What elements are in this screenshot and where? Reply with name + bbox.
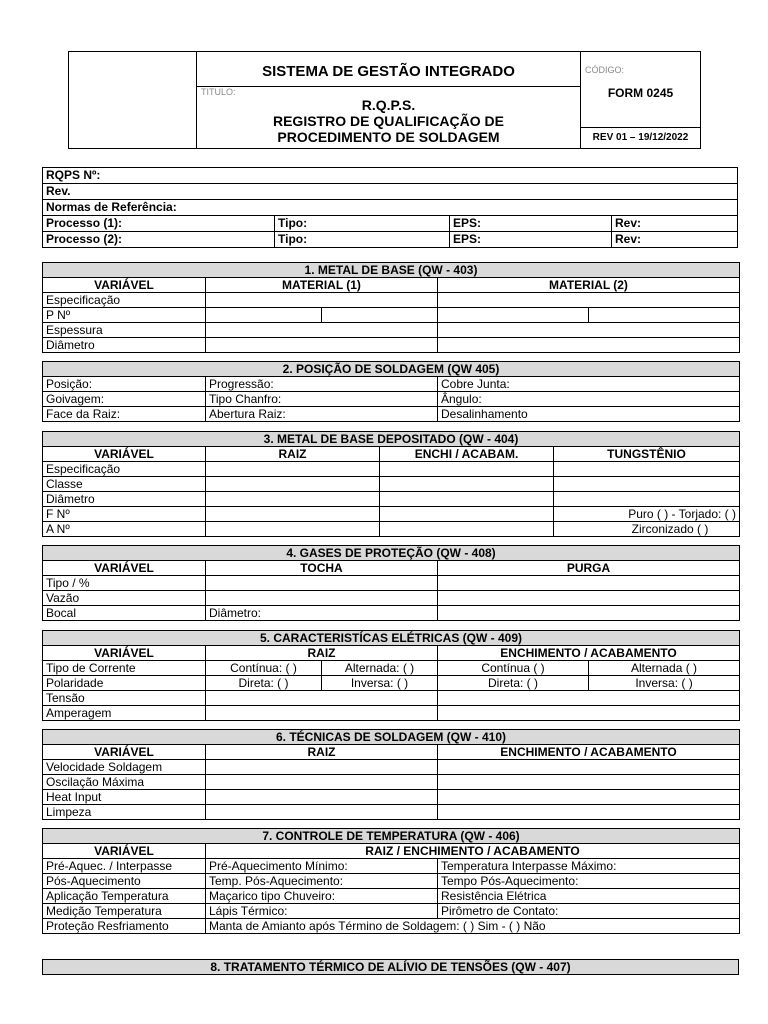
col-header-variavel: VARIÁVEL (43, 278, 206, 293)
input-cell[interactable] (438, 576, 740, 591)
row-label: Bocal (43, 606, 206, 621)
input-cell[interactable] (380, 492, 554, 507)
continua-ench-checkbox[interactable]: Contínua ( ) (438, 661, 589, 676)
section-title: 4. GASES DE PROTEÇÃO (QW - 408) (43, 546, 740, 561)
input-cell[interactable] (438, 606, 740, 621)
col-header-purga: PURGA (438, 561, 740, 576)
processo2-field[interactable]: Processo (2): (43, 232, 275, 248)
col-header-material1: MATERIAL (1) (206, 278, 438, 293)
rev1-field[interactable]: Rev: (612, 216, 738, 232)
revision-label: REV 01 – 19/12/2022 (581, 127, 701, 148)
inversa-raiz-checkbox[interactable]: Inversa: ( ) (322, 676, 438, 691)
titulo-label: TITULO: (201, 87, 236, 97)
row-label: Medição Temperatura (43, 904, 206, 919)
input-cell[interactable] (438, 760, 740, 775)
normas-field[interactable]: Normas de Referência: (43, 200, 738, 216)
title-block (197, 52, 581, 149)
input-cell[interactable] (206, 691, 438, 706)
col-header-tungstenio: TUNGSTÊNIO (554, 447, 740, 462)
rqps-number-field[interactable]: RQPS Nº: (43, 168, 738, 184)
code-cell (581, 52, 701, 128)
progressao-field[interactable]: Progressão: (206, 377, 438, 392)
input-cell[interactable] (380, 522, 554, 537)
section-title: 2. POSIÇÃO DE SOLDAGEM (QW 405) (43, 362, 740, 377)
tipo-chanfro-field[interactable]: Tipo Chanfro: (206, 392, 438, 407)
row-label: Especificação (43, 293, 206, 308)
row-label: Limpeza (43, 805, 206, 820)
input-cell[interactable] (206, 522, 380, 537)
row-label: Proteção Resfriamento (43, 919, 206, 934)
input-cell[interactable] (380, 507, 554, 522)
posicao-field[interactable]: Posição: (43, 377, 206, 392)
title-line2: REGISTRO DE QUALIFICAÇÃO DE (272, 113, 504, 129)
input-cell[interactable] (438, 706, 740, 721)
section-title: 1. METAL DE BASE (QW - 403) (43, 263, 740, 278)
face-raiz-field[interactable]: Face da Raiz: (43, 407, 206, 422)
macarico-field[interactable]: Maçarico tipo Chuveiro: (206, 889, 438, 904)
section-gases-protecao (42, 545, 740, 621)
input-cell[interactable] (206, 293, 438, 308)
section-title: 7. CONTROLE DE TEMPERATURA (QW - 406) (43, 829, 740, 844)
col-header-variavel: VARIÁVEL (43, 447, 206, 462)
input-cell[interactable] (322, 308, 438, 323)
zirconizado-checkbox[interactable]: Zirconizado ( ) (554, 522, 740, 537)
row-label: Pós-Aquecimento (43, 874, 206, 889)
input-cell[interactable] (438, 775, 740, 790)
row-label: Amperagem (43, 706, 206, 721)
codigo-label: CÓDIGO: (585, 65, 625, 75)
input-cell[interactable] (206, 805, 438, 820)
row-label: Especificação (43, 462, 206, 477)
col-header-raiz: RAIZ (206, 745, 438, 760)
row-label: Tipo de Corrente (43, 661, 206, 676)
continua-raiz-checkbox[interactable]: Contínua: ( ) (206, 661, 322, 676)
row-label: A Nº (43, 522, 206, 537)
row-label: Vazão (43, 591, 206, 606)
cobre-junta-field[interactable]: Cobre Junta: (438, 377, 740, 392)
row-label: P Nº (43, 308, 206, 323)
input-cell[interactable] (206, 338, 438, 353)
input-cell[interactable] (206, 308, 322, 323)
section-tecnicas-soldagem (42, 729, 740, 820)
title-line3: PROCEDIMENTO DE SOLDAGEM (277, 129, 500, 145)
col-header-variavel: VARIÁVEL (43, 646, 206, 661)
row-label: Tipo / % (43, 576, 206, 591)
tipo1-field[interactable]: Tipo: (275, 216, 450, 232)
input-cell[interactable] (438, 691, 740, 706)
row-label: Velocidade Soldagem (43, 760, 206, 775)
input-cell[interactable] (438, 591, 740, 606)
pre-aquecimento-field[interactable]: Pré-Aquecimento Mínimo: (206, 859, 438, 874)
col-header-tocha: TOCHA (206, 561, 438, 576)
input-cell[interactable] (206, 323, 438, 338)
tempo-pos-aquec-field[interactable]: Tempo Pós-Aquecimento: (438, 874, 740, 889)
input-cell[interactable] (438, 805, 740, 820)
input-cell[interactable] (438, 790, 740, 805)
direta-ench-checkbox[interactable]: Direta: ( ) (438, 676, 589, 691)
input-cell[interactable] (206, 591, 438, 606)
col-header-enchi: ENCHI / ACABAM. (380, 447, 554, 462)
tipo2-field[interactable]: Tipo: (275, 232, 450, 248)
processo1-field[interactable]: Processo (1): (43, 216, 275, 232)
input-cell[interactable] (438, 323, 740, 338)
input-cell[interactable] (206, 507, 380, 522)
puro-torjado-checkbox[interactable]: Puro ( ) - Torjado: ( ) (554, 507, 740, 522)
input-cell[interactable] (380, 477, 554, 492)
row-label: F Nº (43, 507, 206, 522)
col-header-variavel: VARIÁVEL (43, 745, 206, 760)
lapis-termico-field[interactable]: Lápis Térmico: (206, 904, 438, 919)
row-label: Polaridade (43, 676, 206, 691)
goivagem-field[interactable]: Goivagem: (43, 392, 206, 407)
title-line1: R.Q.P.S. (361, 97, 416, 113)
col-header-material2: MATERIAL (2) (438, 278, 740, 293)
info-table (42, 167, 738, 248)
input-cell[interactable] (206, 462, 380, 477)
section-title: 5. CARACTERISTÍCAS ELÉTRICAS (QW - 409) (43, 631, 740, 646)
desalinhamento-field[interactable]: Desalinhamento (438, 407, 740, 422)
section-title: 3. METAL DE BASE DEPOSITADO (QW - 404) (43, 432, 740, 447)
row-label: Espessura (43, 323, 206, 338)
abertura-raiz-field[interactable]: Abertura Raiz: (206, 407, 438, 422)
input-cell[interactable] (554, 462, 740, 477)
interpasse-field[interactable]: Temperatura Interpasse Máximo: (438, 859, 740, 874)
row-label: Diâmetro (43, 338, 206, 353)
section-caracteristicas-eletricas (42, 630, 740, 721)
temp-pos-aquec-field[interactable]: Temp. Pós-Aquecimento: (206, 874, 438, 889)
row-label: Pré-Aquec. / Interpasse (43, 859, 206, 874)
angulo-field[interactable]: Ângulo: (438, 392, 740, 407)
alternada-raiz-checkbox[interactable]: Alternada: ( ) (322, 661, 438, 676)
input-cell[interactable] (554, 492, 740, 507)
rev-field[interactable]: Rev. (43, 184, 738, 200)
col-header-enchimento: ENCHIMENTO / ACABAMENTO (438, 646, 740, 661)
section-controle-temperatura (42, 828, 740, 934)
input-cell[interactable] (438, 293, 740, 308)
input-cell[interactable] (206, 790, 438, 805)
form-header (68, 51, 701, 149)
eps1-field[interactable]: EPS: (450, 216, 612, 232)
col-header-variavel: VARIÁVEL (43, 844, 206, 859)
input-cell[interactable] (206, 576, 438, 591)
system-name: SISTEMA DE GESTÃO INTEGRADO (197, 52, 580, 87)
col-header-raiz-ench-acab: RAIZ / ENCHIMENTO / ACABAMENTO (206, 844, 740, 859)
direta-raiz-checkbox[interactable]: Direta: ( ) (206, 676, 322, 691)
eps2-field[interactable]: EPS: (450, 232, 612, 248)
input-cell[interactable] (206, 706, 438, 721)
input-cell[interactable] (438, 308, 589, 323)
section-metal-depositado (42, 431, 740, 537)
input-cell[interactable] (438, 338, 740, 353)
pirometro-field[interactable]: Pirômetro de Contato: (438, 904, 740, 919)
input-cell[interactable] (589, 308, 740, 323)
input-cell[interactable] (206, 760, 438, 775)
input-cell[interactable] (206, 477, 380, 492)
manta-amianto-checkbox[interactable]: Manta de Amianto após Término de Soldagem: ( ) Sim - ( ) Não (206, 919, 740, 934)
row-label: Aplicação Temperatura (43, 889, 206, 904)
section-title: 6. TÉCNICAS DE SOLDAGEM (QW - 410) (43, 730, 740, 745)
section-title: 8. TRATAMENTO TÉRMICO DE ALÍVIO DE TENSÕES (QW - 407) (43, 960, 739, 975)
resistencia-field[interactable]: Resistência Elétrica (438, 889, 740, 904)
alternada-ench-checkbox[interactable]: Alternada ( ) (589, 661, 740, 676)
col-header-enchimento: ENCHIMENTO / ACABAMENTO (438, 745, 740, 760)
section-tratamento-termico (42, 959, 739, 975)
col-header-raiz: RAIZ (206, 646, 438, 661)
input-cell[interactable] (380, 462, 554, 477)
diametro-field[interactable]: Diâmetro: (206, 606, 438, 621)
row-label: Diâmetro (43, 492, 206, 507)
rev2-field[interactable]: Rev: (612, 232, 738, 248)
row-label: Heat Input (43, 790, 206, 805)
input-cell[interactable] (554, 477, 740, 492)
input-cell[interactable] (206, 492, 380, 507)
row-label: Tensão (43, 691, 206, 706)
input-cell[interactable] (206, 775, 438, 790)
logo-area (69, 52, 197, 149)
section-posicao-soldagem (42, 361, 740, 422)
section-metal-base (42, 262, 740, 353)
row-label: Oscilação Máxima (43, 775, 206, 790)
row-label: Classe (43, 477, 206, 492)
col-header-raiz: RAIZ (206, 447, 380, 462)
form-code: FORM 0245 (607, 86, 674, 100)
inversa-ench-checkbox[interactable]: Inversa: ( ) (589, 676, 740, 691)
col-header-variavel: VARIÁVEL (43, 561, 206, 576)
